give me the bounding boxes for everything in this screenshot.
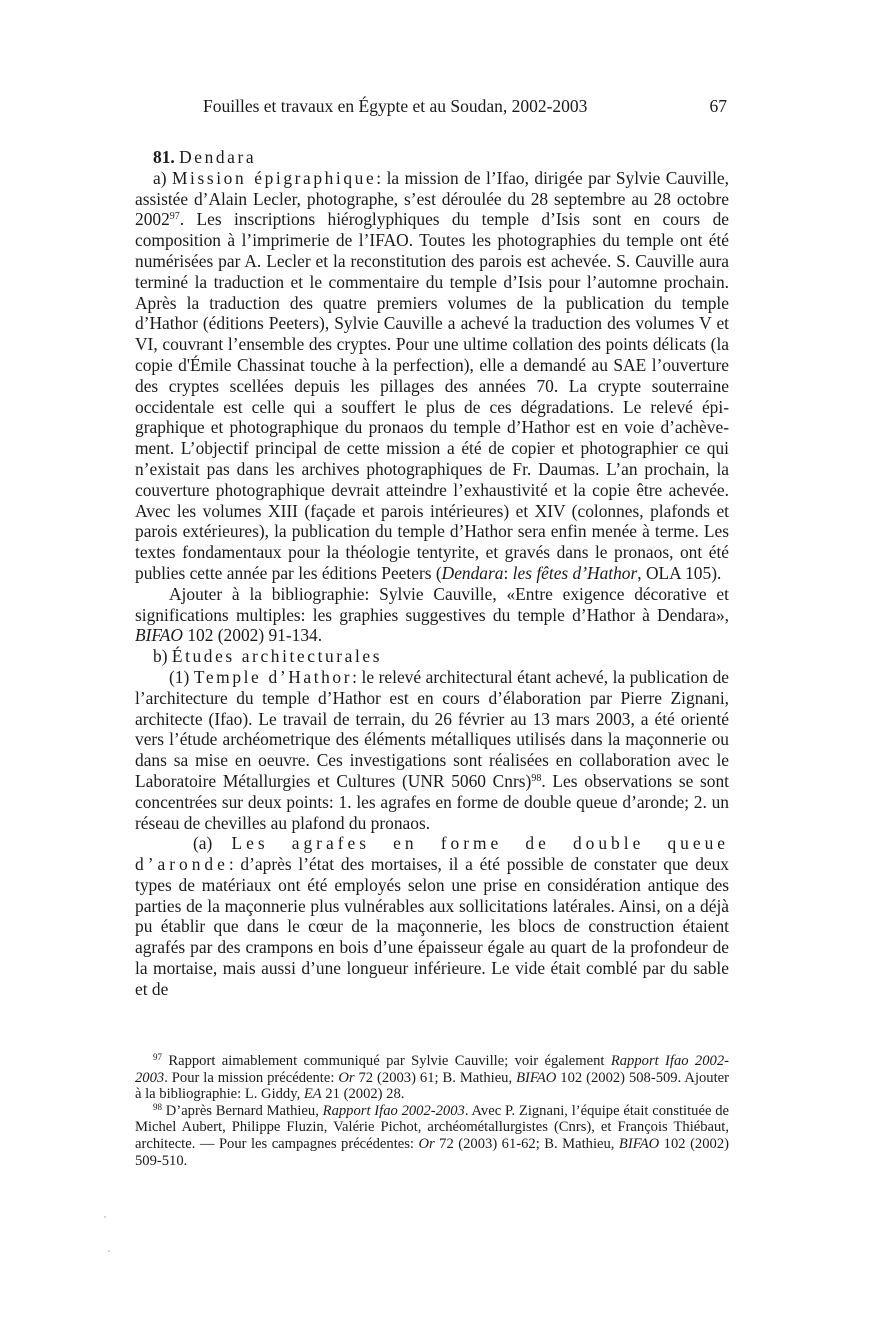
part-b-heading: Études architecturales xyxy=(171,646,383,667)
part-a-heading: Mission épigraphique xyxy=(171,167,377,188)
publication-series: , OLA 105). xyxy=(637,562,722,583)
biblio-text: Ajouter à la bibliographie: Sylvie Cauville, «Entre exigence décorative et significations multiples: les graphies suggestives du temple d’Hathor à Dendara», xyxy=(135,583,729,625)
footnote-98-text: D’après Bernard Mathieu, xyxy=(162,1102,323,1119)
footnotes xyxy=(135,1053,729,1169)
running-header xyxy=(135,94,727,118)
publication-subtitle: les fêtes d’Hathor xyxy=(512,562,638,583)
footnote-ref-97: 97 xyxy=(169,211,180,223)
main-text xyxy=(135,147,729,1000)
footnote-97-mark: 97 xyxy=(153,1052,162,1062)
scan-speck xyxy=(108,1250,110,1252)
footnote-97-text: Rapport aimablement communiqué par Sylvie Cauville; voir également xyxy=(162,1053,611,1069)
footnote-97-journal-bifao: BIFAO xyxy=(516,1069,557,1086)
footnote-98-text-3: 72 (2003) 61-62; B. Mathieu, xyxy=(434,1135,619,1152)
paragraph-mission-epigraphique xyxy=(135,168,729,584)
footnote-97-text-2: . Pour la mission précédente: xyxy=(164,1069,339,1086)
footnote-98 xyxy=(135,1103,729,1169)
sub-a-text: : d’après l’état des mortaises, il a été possible de constater que deux types de matériaux ont été employés selon une prise en considération antique des parties de la maçonnerie plus vulnérables aux sollicitations latérales. Ainsi, on a déjà pu établir que dans le cœur de la maçonnerie, les blocs de construction étaient agrafés par des crampons en bois d’une épaisseur égale au quart de la profondeur de la mortaise, mais aussi d’une longueur inférieure. Le vide était comblé par du sable et de xyxy=(135,854,729,999)
footnote-98-journal-or: Or xyxy=(418,1135,435,1152)
biblio-reference: 102 (2002) 91-134. xyxy=(182,625,323,646)
item-1-text: : le relevé architectural étant achevé, la publication de l’architecture du temple d’Hathor est en cours d’élaboration par Pierre Zignani, architecte (Ifao). Le travail de terrain, du 26 février au 13 mars 2003, a été orienté vers l’étude archéometrique des éléments métalliques utilisés dans la maçonnerie ou dans sa mise en oeuvre. Ces investigations sont réalisées en collaboration avec le Laboratoire Métallurgies et Cultures (UNR 5060 Cnrs) xyxy=(135,666,729,791)
part-a-text: : la mission de l’Ifao, dirigée par Sylvie Cauville, assistée d’Alain Lecler, photographe, s’est déroulée du 28 septembre au 28 octobre 2002 xyxy=(135,167,729,230)
biblio-journal: BIFAO xyxy=(135,625,183,646)
part-a-text-continued: . Les inscriptions hiéroglyphiques du temple d’Isis sont en cours de composition à l’imprimerie de l’IFAO. Toutes les photographies du temple ont été numérisées par A. Lecler et la reconstitution des parois est achevée. S. Cauville aura terminé la traduction et le commentaire du temple d’Isis pour l’automne prochain. Après la traduction des quatre premiers volumes de la publication du temple d’Hathor (éditions Peeters), Sylvie Cauville a achevé la traduction des volumes V et VI, couvrant l’ensemble des cryptes. Pour une ultime collation des points délicats (la copie d'Émile Chassinat touche à la perfection), elle a demandé au SAE l’ouverture des cryptes scellées depuis les pillages des années 70. La crypte souterraine occidentale est celle qui a souffert le plus de ces dégradations. Le relevé épigraphique et photographique du pronaos du temple d’Hathor est en voie d’achèvement. L’objectif principal de cette mission a été de copier et photographier ce qui n’existait pas dans les archives photographiques de Fr. Daumas. L’an prochain, la couverture photographique devrait atteindre l’exhaustivité et la copie être achevée. Avec les volumes XIII (façade et parois intérieures) et XIV (colonnes, plafonds et parois extérieures), la publication du temple d’Hathor sera enfin menée à terme. Les textes fondamentaux pour la théologie tentyrite, et gravés dans le pronaos, ont été publies cette année par les éditions Peeters ( xyxy=(135,209,729,583)
sub-a-label: (a) xyxy=(193,833,213,854)
footnote-97-journal-ea: EA xyxy=(303,1086,322,1103)
footnote-98-text-2: . Avec P. Zignani, l’équipe était constituée de Michel Aubert, Philippe Fluzin, Valérie Pichot, archéométallurgistes (Cnrs), et François Thiébaut, architecte. — Pour les campagnes précédentes: xyxy=(135,1102,729,1152)
footnote-98-journal-bifao: BIFAO xyxy=(618,1135,660,1152)
publication-colon: : xyxy=(503,562,513,583)
item-1-text-continued: . Les observations se sont concentrées sur deux points: 1. les agrafes en forme de double queue d’aronde; 2. un réseau de chevilles au plafond du pronaos. xyxy=(135,770,729,833)
section-name: Dendara xyxy=(179,147,257,167)
footnote-98-mark: 98 xyxy=(153,1101,162,1112)
section-number: 81. xyxy=(153,147,175,167)
item-1-label: (1) xyxy=(169,666,190,687)
part-b-heading-line xyxy=(135,646,729,667)
item-1-heading: Temple d’Hathor xyxy=(193,666,353,687)
page-number: 67 xyxy=(709,96,727,116)
section-heading xyxy=(135,147,729,168)
part-a-label: a) xyxy=(153,167,167,188)
footnote-97-text-5: 21 (2002) 28. xyxy=(321,1086,405,1103)
footnote-98-report: Rapport Ifao 2002-2003 xyxy=(322,1102,465,1119)
paragraph-temple-hathor xyxy=(135,667,729,833)
footnote-97-text-3: 72 (2003) 61; B. Mathieu, xyxy=(354,1069,517,1086)
paragraph-agrafes xyxy=(135,833,729,999)
footnote-ref-98: 98 xyxy=(531,772,542,784)
publication-title: Dendara xyxy=(441,562,504,583)
footnote-98-text-4: 102 (2002) 509-510. xyxy=(135,1135,729,1169)
footnote-97-report: Rapport Ifao 2002-2003 xyxy=(135,1053,729,1086)
scan-speck xyxy=(104,1216,106,1218)
journal-running-title: Fouilles et travaux en Égypte et au Soudan, 2002-2003 xyxy=(203,96,588,116)
footnote-97-text-4: 102 (2002) 508-509. Ajouter à la bibliographie: L. Giddy, xyxy=(135,1069,729,1103)
footnote-97 xyxy=(135,1053,729,1103)
part-b-label: b) xyxy=(153,646,168,667)
paragraph-bibliography xyxy=(135,584,729,646)
sub-a-heading: Les agrafes en forme de double queue d’aronde xyxy=(135,833,729,875)
footnote-97-journal-or: Or xyxy=(338,1069,355,1086)
